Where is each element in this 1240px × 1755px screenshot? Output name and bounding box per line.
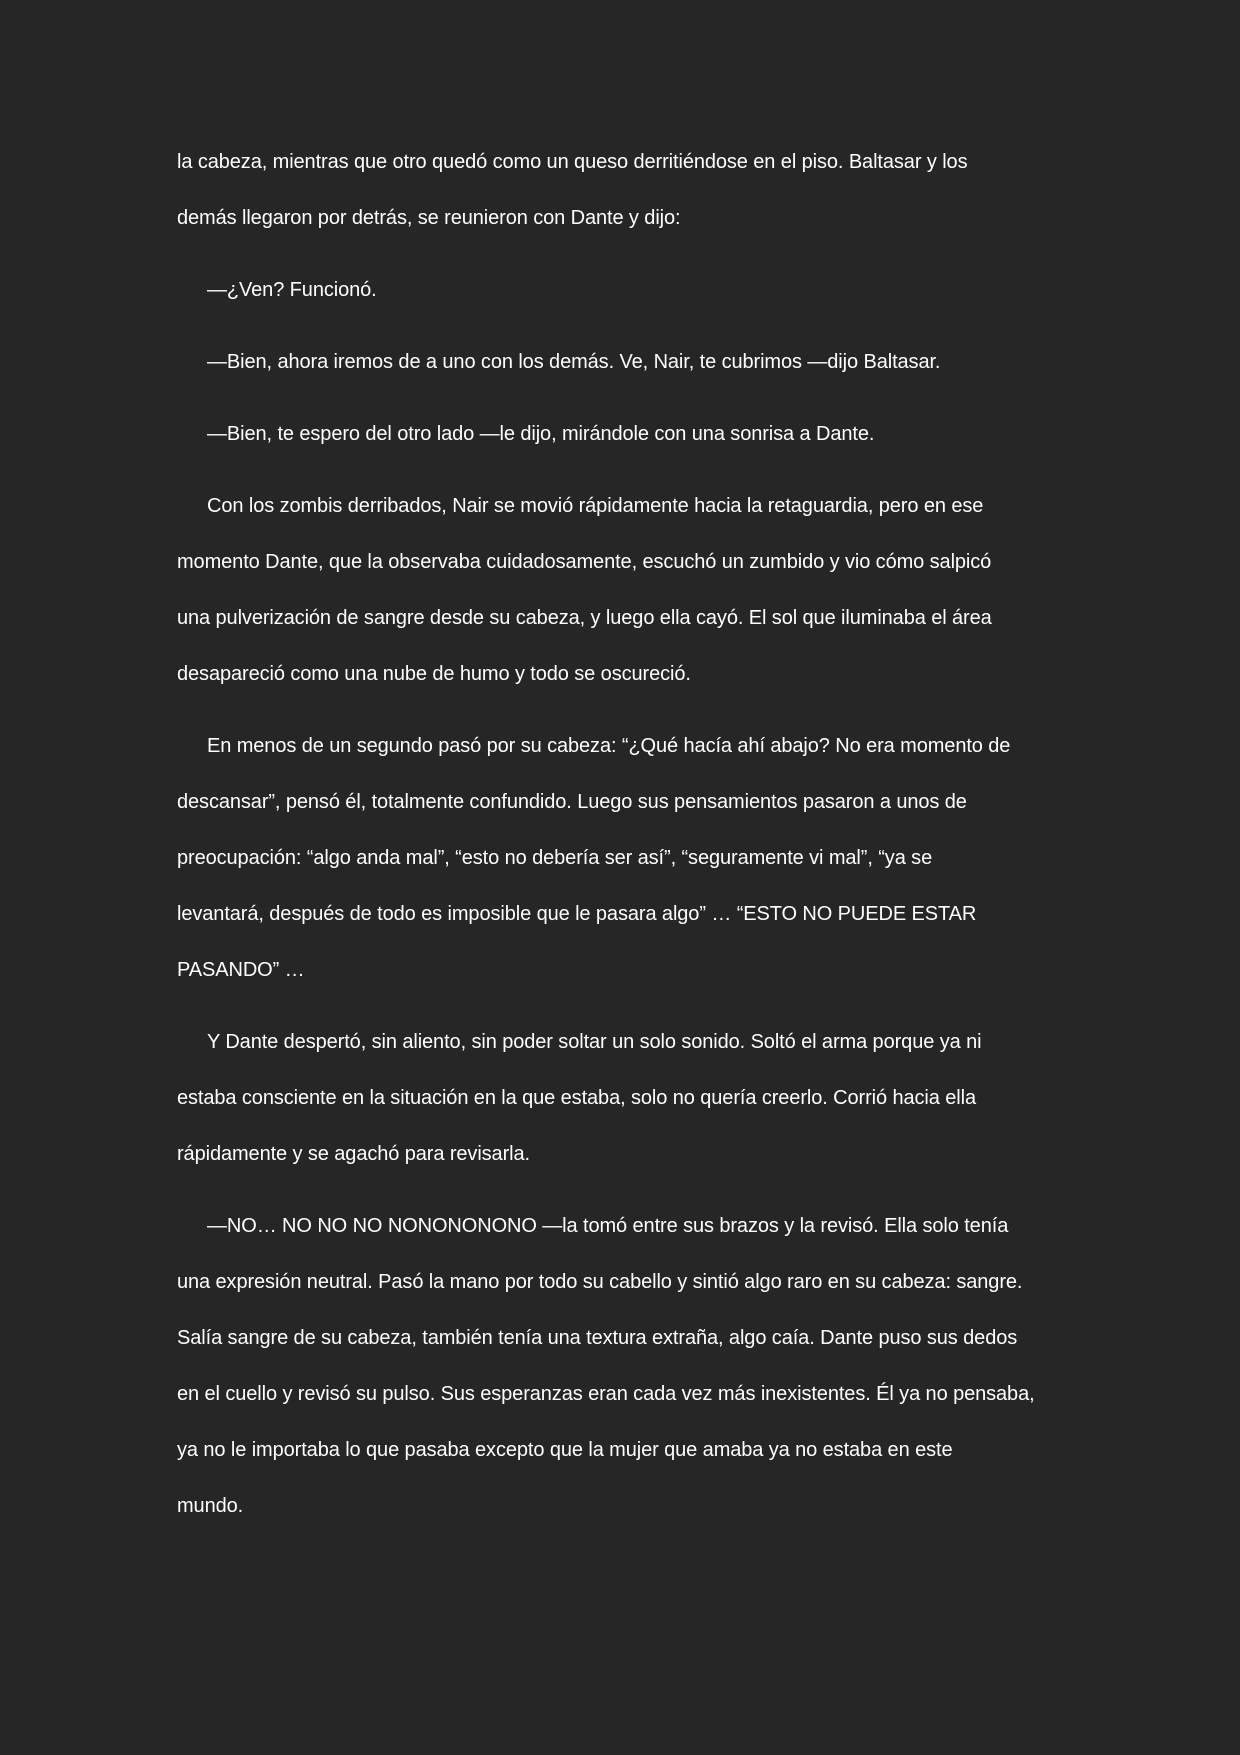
paragraph (177, 1014, 1077, 1182)
text-line: levantará, después de todo es imposible que le pasara algo” … “ESTO NO PUEDE ESTAR (177, 903, 977, 925)
text-line: —NO… NO NO NO NONONONONO —la tomó entre sus brazos y la revisó. Ella solo tenía (207, 1215, 1009, 1237)
text-line: rápidamente y se agachó para revisarla. (177, 1143, 530, 1165)
text-line: ya no le importaba lo que pasaba excepto que la mujer que amaba ya no estaba en este (177, 1439, 953, 1461)
text-line: momento Dante, que la observaba cuidadosamente, escuchó un zumbido y vio cómo salpicó (177, 551, 992, 573)
text-line: Y Dante despertó, sin aliento, sin poder soltar un solo sonido. Soltó el arma porque ya ni (207, 1031, 982, 1053)
text-line: una pulverización de sangre desde su cabeza, y luego ella cayó. El sol que iluminaba el área (177, 607, 992, 629)
text-line: una expresión neutral. Pasó la mano por todo su cabello y sintió algo raro en su cabeza: sangre. (177, 1271, 1023, 1293)
text-line: —¿Ven? Funcionó. (207, 279, 377, 301)
text-line: PASANDO” … (177, 959, 305, 981)
text-line: —Bien, ahora iremos de a uno con los demás. Ve, Nair, te cubrimos —dijo Baltasar. (207, 351, 941, 373)
text-line: la cabeza, mientras que otro quedó como un queso derritiéndose en el piso. Baltasar y los (177, 151, 968, 173)
document-body (177, 134, 1077, 1550)
dialogue-paragraph (177, 1198, 1077, 1534)
text-line: mundo. (177, 1495, 244, 1517)
text-line: En menos de un segundo pasó por su cabeza: “¿Qué hacía ahí abajo? No era momento de (207, 735, 1011, 757)
text-line: descansar”, pensó él, totalmente confundido. Luego sus pensamientos pasaron a unos de (177, 791, 967, 813)
paragraph (177, 718, 1077, 998)
dialogue-paragraph (177, 262, 1077, 318)
text-line: preocupación: “algo anda mal”, “esto no debería ser así”, “seguramente vi mal”, “ya se (177, 847, 933, 869)
text-line: —Bien, te espero del otro lado —le dijo, mirándole con una sonrisa a Dante. (207, 423, 875, 445)
paragraph (177, 134, 1077, 246)
text-line: Con los zombis derribados, Nair se movió rápidamente hacia la retaguardia, pero en ese (207, 495, 984, 517)
text-line: Salía sangre de su cabeza, también tenía una textura extraña, algo caía. Dante puso sus dedos (177, 1327, 1018, 1349)
text-line: en el cuello y revisó su pulso. Sus esperanzas eran cada vez más inexistentes. Él ya no pensaba, (177, 1383, 1035, 1405)
paragraph (177, 478, 1077, 702)
text-line: desapareció como una nube de humo y todo se oscureció. (177, 663, 691, 685)
text-line: estaba consciente en la situación en la que estaba, solo no quería creerlo. Corrió hacia ella (177, 1087, 976, 1109)
dialogue-paragraph (177, 334, 1077, 390)
text-line: demás llegaron por detrás, se reunieron con Dante y dijo: (177, 207, 681, 229)
dialogue-paragraph (177, 406, 1077, 462)
